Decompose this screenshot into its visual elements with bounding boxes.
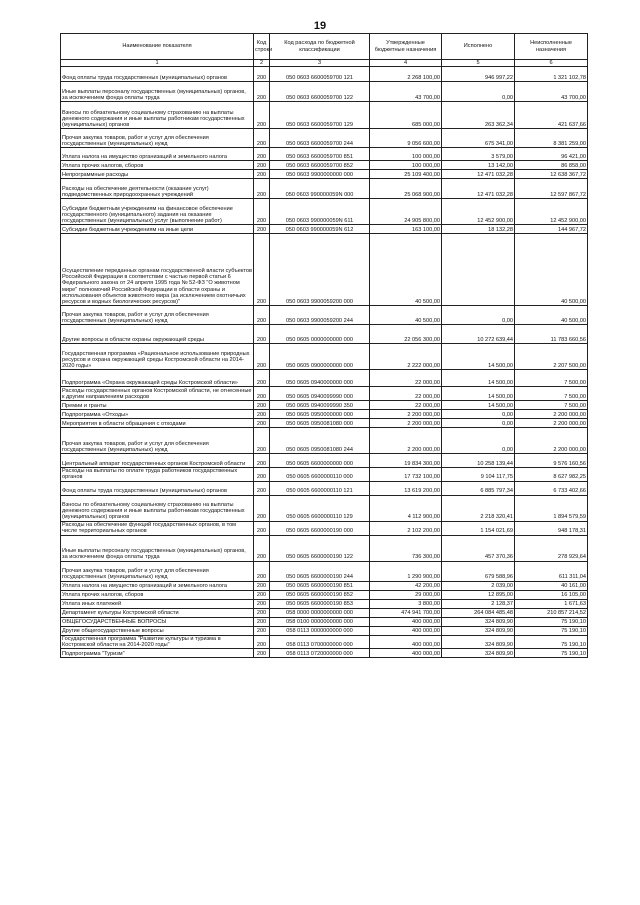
row-line-code: 200 [254,370,270,387]
row-unexecuted: 40 500,00 [515,306,588,325]
row-name: Департамент культуры Костромской области [61,608,254,617]
row-budget-code: 050 0605 6600000190 122 [270,535,370,561]
row-approved: 25 109 400,00 [370,170,442,179]
row-unexecuted: 8 627 982,25 [515,468,588,481]
row-approved: 22 000,00 [370,370,442,387]
row-unexecuted: 43 700,00 [515,82,588,102]
row-approved: 19 834 300,00 [370,454,442,468]
row-name: Прочая закупка товаров, работ и услуг для обеспечения государственных (муниципальных) нужд [61,561,254,581]
row-unexecuted: 2 200 000,00 [515,419,588,428]
row-line-code: 200 [254,521,270,535]
row-name: Субсидии бюджетным учреждениям на финансовое обеспечение государственного (муниципального) задания на оказание государственных (муниципальных) услуг (выполнение работ) [61,199,254,225]
row-name: Непрограммные расходы [61,170,254,179]
table-row [61,102,588,129]
row-unexecuted: 210 857 214,52 [515,608,588,617]
row-line-code: 200 [254,234,270,306]
row-budget-code: 050 0605 0900000000 000 [270,344,370,370]
row-unexecuted: 6 733 402,66 [515,481,588,495]
row-executed: 14 500,00 [442,387,515,401]
row-name: Уплата иных платежей [61,599,254,608]
row-name: Расходы государственных органов Костромской области, не отнесенные к другим направлениям расходов [61,387,254,401]
row-name: Уплата налога на имущество организаций и земельного налога [61,581,254,590]
row-line-code: 200 [254,161,270,170]
row-name: Расходы на обеспечение деятельности (оказание услуг) подведомственных природоохранных учреждений [61,179,254,199]
row-unexecuted: 144 967,72 [515,225,588,234]
row-line-code: 200 [254,179,270,199]
row-unexecuted: 1 894 579,59 [515,495,588,521]
row-budget-code: 050 0605 6600000110 121 [270,481,370,495]
table-row [61,170,588,179]
row-name: Государственная программа «Рациональное использование природных ресурсов и охрана окружающей среды Костромской области на 2014-2020 годы» [61,344,254,370]
row-unexecuted: 11 783 660,56 [515,325,588,344]
row-executed: 264 084 485,48 [442,608,515,617]
row-name: Субсидии бюджетным учреждениям на иные цели [61,225,254,234]
row-executed: 263 362,34 [442,102,515,129]
row-name: Уплата прочих налогов, сборов [61,161,254,170]
row-line-code: 200 [254,199,270,225]
row-executed: 324 809,90 [442,626,515,635]
row-budget-code: 050 0603 990000059N 611 [270,199,370,225]
table-row [61,401,588,410]
row-executed: 0,00 [442,428,515,454]
row-approved: 43 700,00 [370,82,442,102]
row-executed: 9 104 117,75 [442,468,515,481]
column-number: 6 [515,60,588,67]
row-budget-code: 050 0605 0950081080 000 [270,419,370,428]
table-row [61,199,588,225]
row-unexecuted: 2 207 500,00 [515,344,588,370]
row-unexecuted: 948 178,31 [515,521,588,535]
row-approved: 2 200 000,00 [370,419,442,428]
row-name: Центральный аппарат государственных органов Костромской области [61,454,254,468]
row-executed: 457 370,36 [442,535,515,561]
row-name: Подпрограмма «Отходы» [61,410,254,419]
row-budget-code: 050 0603 6600059700 121 [270,67,370,82]
row-line-code: 200 [254,344,270,370]
table-row [61,635,588,648]
row-approved: 400 000,00 [370,649,442,658]
header-budget-code: Код расхода по бюджетной классификации [270,34,370,60]
row-approved: 400 000,00 [370,635,442,648]
column-number: 3 [270,60,370,67]
row-executed: 12 452 900,00 [442,199,515,225]
row-executed: 0,00 [442,306,515,325]
row-approved: 22 000,00 [370,387,442,401]
row-approved: 22 000,00 [370,401,442,410]
row-name: Прочая закупка товаров, работ и услуг для обеспечения государственных (муниципальных) нужд [61,129,254,148]
row-line-code: 200 [254,82,270,102]
row-approved: 400 000,00 [370,617,442,626]
table-row [61,306,588,325]
row-unexecuted: 96 421,00 [515,148,588,161]
row-budget-code: 050 0605 6600000190 000 [270,521,370,535]
row-line-code: 200 [254,599,270,608]
table-row [61,179,588,199]
table-row [61,535,588,561]
row-approved: 685 000,00 [370,102,442,129]
row-unexecuted: 75 190,10 [515,635,588,648]
table-row [61,387,588,401]
header-unexecuted: Неисполненные назначения [515,34,588,60]
row-approved: 25 068 900,00 [370,179,442,199]
row-line-code: 200 [254,306,270,325]
row-executed: 946 997,22 [442,67,515,82]
column-number: 2 [254,60,270,67]
row-executed: 12 895,00 [442,590,515,599]
row-budget-code: 050 0603 6600059700 852 [270,161,370,170]
table-row [61,626,588,635]
row-executed: 14 500,00 [442,370,515,387]
row-approved: 42 200,00 [370,581,442,590]
page-number: 19 [313,20,327,32]
row-approved: 100 000,00 [370,148,442,161]
row-executed: 679 588,96 [442,561,515,581]
row-budget-code: 050 0603 9900059200 244 [270,306,370,325]
row-unexecuted: 40 500,00 [515,234,588,306]
row-name: Мероприятия в области обращения с отходами [61,419,254,428]
row-unexecuted: 2 200 000,00 [515,428,588,454]
row-name: Иные выплаты персоналу государственных (муниципальных) органов, за исключением фонда оплаты труда [61,535,254,561]
table-row [61,234,588,306]
row-budget-code: 050 0605 6600000190 851 [270,581,370,590]
row-unexecuted: 9 576 160,56 [515,454,588,468]
row-approved: 736 300,00 [370,535,442,561]
row-executed: 2 128,37 [442,599,515,608]
row-unexecuted: 7 500,00 [515,387,588,401]
row-executed: 12 471 032,28 [442,170,515,179]
table-row [61,481,588,495]
table-row [61,161,588,170]
row-budget-code: 050 0605 0940099990 000 [270,387,370,401]
row-line-code: 200 [254,325,270,344]
row-unexecuted: 1 321 102,78 [515,67,588,82]
row-line-code: 200 [254,170,270,179]
row-line-code: 200 [254,129,270,148]
row-executed: 13 142,00 [442,161,515,170]
row-unexecuted: 7 500,00 [515,401,588,410]
row-budget-code: 050 0605 6600000190 244 [270,561,370,581]
column-number: 1 [61,60,254,67]
row-line-code: 200 [254,581,270,590]
row-approved: 40 500,00 [370,306,442,325]
row-executed: 324 809,90 [442,649,515,658]
row-line-code: 200 [254,608,270,617]
row-budget-code: 050 0605 0940099990 350 [270,401,370,410]
row-unexecuted: 12 638 367,72 [515,170,588,179]
row-budget-code: 050 0603 6600059700 244 [270,129,370,148]
row-budget-code: 050 0605 0950081080 244 [270,428,370,454]
row-line-code: 200 [254,561,270,581]
table-row [61,410,588,419]
row-name: Фонд оплаты труда государственных (муниципальных) органов [61,67,254,82]
row-approved: 163 100,00 [370,225,442,234]
row-line-code: 200 [254,225,270,234]
row-executed: 12 471 032,28 [442,179,515,199]
row-budget-code: 050 0605 0940000000 000 [270,370,370,387]
row-name: Иные выплаты персоналу государственных (муниципальных) органов, за исключением фонда оплаты труда [61,82,254,102]
row-line-code: 200 [254,495,270,521]
row-executed: 0,00 [442,82,515,102]
row-unexecuted: 8 381 259,00 [515,129,588,148]
row-budget-code: 050 0605 6600000190 853 [270,599,370,608]
row-executed: 2 039,00 [442,581,515,590]
row-approved: 17 732 100,00 [370,468,442,481]
row-unexecuted: 12 452 900,00 [515,199,588,225]
table-row [61,608,588,617]
table-row [61,599,588,608]
row-line-code: 200 [254,67,270,82]
row-approved: 3 800,00 [370,599,442,608]
row-name: Другие вопросы в области охраны окружающей среды [61,325,254,344]
table-row [61,649,588,658]
row-line-code: 200 [254,401,270,410]
row-approved: 13 619 200,00 [370,481,442,495]
row-approved: 29 000,00 [370,590,442,599]
table-row [61,428,588,454]
row-budget-code: 050 0605 6600000190 852 [270,590,370,599]
table-row [61,561,588,581]
row-unexecuted: 1 671,63 [515,599,588,608]
row-line-code: 200 [254,617,270,626]
row-line-code: 200 [254,468,270,481]
row-name: ОБЩЕГОСУДАРСТВЕННЫЕ ВОПРОСЫ [61,617,254,626]
table-row [61,581,588,590]
row-unexecuted: 16 105,00 [515,590,588,599]
row-line-code: 200 [254,635,270,648]
row-unexecuted: 40 161,00 [515,581,588,590]
row-name: Фонд оплаты труда государственных (муниципальных) органов [61,481,254,495]
row-executed: 2 218 320,41 [442,495,515,521]
row-line-code: 200 [254,102,270,129]
row-approved: 24 905 800,00 [370,199,442,225]
row-approved: 100 000,00 [370,161,442,170]
row-line-code: 200 [254,410,270,419]
row-approved: 2 222 000,00 [370,344,442,370]
row-budget-code: 050 0605 6600000110 000 [270,468,370,481]
row-line-code: 200 [254,419,270,428]
row-budget-code: 050 0605 0950000000 000 [270,410,370,419]
row-approved: 40 500,00 [370,234,442,306]
row-name: Другие общегосударственные вопросы [61,626,254,635]
row-budget-code: 058 0100 0000000000 000 [270,617,370,626]
row-name: Взносы по обязательному социальному страхованию на выплаты денежного содержания и иные выплаты работникам государственных (муниципальных) органов [61,102,254,129]
row-budget-code: 050 0605 6600000110 129 [270,495,370,521]
table-row [61,129,588,148]
row-approved: 474 941 700,00 [370,608,442,617]
row-name: Осуществление переданных органам государственной власти субъектов Российской Федерации в соответствии с частью первой статьи 6 Федерального закона от 24 апреля 1995 года № 52-ФЗ "О животном мире" полномочий Российской Федерации в области охраны и использования объектов животного мира (за исключением охотничьих ресурсов и водных биологических ресурсов)" [61,234,254,306]
row-unexecuted: 611 311,04 [515,561,588,581]
row-budget-code: 050 0603 990000059N 612 [270,225,370,234]
row-unexecuted: 421 637,66 [515,102,588,129]
table-row [61,67,588,82]
table-row [61,468,588,481]
row-name: Подпрограмма «Охрана окружающей среды Костромской области» [61,370,254,387]
row-budget-code: 058 0113 0700000000 000 [270,635,370,648]
row-approved: 9 056 600,00 [370,129,442,148]
row-name: Прочая закупка товаров, работ и услуг для обеспечения государственных (муниципальных) нужд [61,428,254,454]
row-line-code: 200 [254,626,270,635]
row-executed [442,234,515,306]
row-approved: 4 112 900,00 [370,495,442,521]
header-executed: Исполнено [442,34,515,60]
table-row [61,344,588,370]
row-line-code: 200 [254,428,270,454]
row-executed: 675 341,00 [442,129,515,148]
row-name: Уплата налога на имущество организаций и земельного налога [61,148,254,161]
row-name: Уплата прочих налогов, сборов [61,590,254,599]
table-row [61,495,588,521]
row-executed: 14 500,00 [442,344,515,370]
row-line-code: 200 [254,590,270,599]
table-row [61,419,588,428]
row-budget-code: 058 0000 0000000000 000 [270,608,370,617]
table-row [61,590,588,599]
row-budget-code: 050 0605 6600000000 000 [270,454,370,468]
row-budget-code: 050 0603 990000059N 000 [270,179,370,199]
row-name: Расходы на обеспечение функций государственных органов, в том числе территориальных органов [61,521,254,535]
table-row [61,82,588,102]
header-approved: Утвержденные бюджетные назначения [370,34,442,60]
row-executed: 1 154 021,69 [442,521,515,535]
table-row [61,454,588,468]
table-row [61,617,588,626]
row-unexecuted: 86 858,00 [515,161,588,170]
row-approved: 1 290 900,00 [370,561,442,581]
row-executed: 10 258 139,44 [442,454,515,468]
row-name: Государственная программа "Развитие культуры и туризма в Костромской области на 2014-2020 годы" [61,635,254,648]
row-name: Взносы по обязательному социальному страхованию на выплаты денежного содержания и иные выплаты работникам государственных (муниципальных) органов [61,495,254,521]
row-line-code: 200 [254,148,270,161]
table-row [61,148,588,161]
row-budget-code: 050 0603 6600059700 851 [270,148,370,161]
row-executed: 324 809,90 [442,635,515,648]
row-line-code: 200 [254,481,270,495]
row-approved: 2 200 000,00 [370,410,442,419]
row-executed: 10 272 639,44 [442,325,515,344]
row-name: Прочая закупка товаров, работ и услуг для обеспечения государственных (муниципальных) нужд [61,306,254,325]
table-row [61,370,588,387]
row-approved: 2 102 200,00 [370,521,442,535]
row-line-code: 200 [254,387,270,401]
row-executed: 0,00 [442,410,515,419]
row-approved: 2 268 100,00 [370,67,442,82]
row-unexecuted: 12 597 867,72 [515,179,588,199]
row-unexecuted: 278 929,64 [515,535,588,561]
budget-execution-table [60,33,588,658]
row-budget-code: 050 0603 6600059700 122 [270,82,370,102]
row-budget-code: 050 0603 6600059700 129 [270,102,370,129]
table-row [61,325,588,344]
header-line-code: Код строки [254,34,270,60]
row-budget-code: 058 0113 0000000000 000 [270,626,370,635]
row-unexecuted: 7 500,00 [515,370,588,387]
row-approved: 2 200 000,00 [370,428,442,454]
row-unexecuted: 2 200 000,00 [515,410,588,419]
row-budget-code: 058 0113 0720000000 000 [270,649,370,658]
row-name: Премии и гранты [61,401,254,410]
row-unexecuted: 75 190,10 [515,617,588,626]
row-approved: 400 000,00 [370,626,442,635]
row-name: Подпрограмма "Туризм" [61,649,254,658]
table-row [61,225,588,234]
row-line-code: 200 [254,454,270,468]
row-line-code: 200 [254,535,270,561]
row-unexecuted: 75 190,10 [515,649,588,658]
row-line-code: 200 [254,649,270,658]
row-budget-code: 050 0603 9900059200 000 [270,234,370,306]
row-unexecuted: 75 190,10 [515,626,588,635]
row-executed: 0,00 [442,419,515,428]
row-executed: 6 885 797,34 [442,481,515,495]
row-approved: 22 056 300,00 [370,325,442,344]
row-executed: 324 809,90 [442,617,515,626]
row-executed: 14 500,00 [442,401,515,410]
column-number: 5 [442,60,515,67]
header-name: Наименование показателя [61,34,254,60]
table-row [61,521,588,535]
row-budget-code: 050 0605 0000000000 000 [270,325,370,344]
column-number: 4 [370,60,442,67]
row-executed: 18 132,28 [442,225,515,234]
row-executed: 3 579,00 [442,148,515,161]
row-name: Расходы на выплаты по оплате труда работников государственных органов [61,468,254,481]
row-budget-code: 050 0603 9900000000 000 [270,170,370,179]
